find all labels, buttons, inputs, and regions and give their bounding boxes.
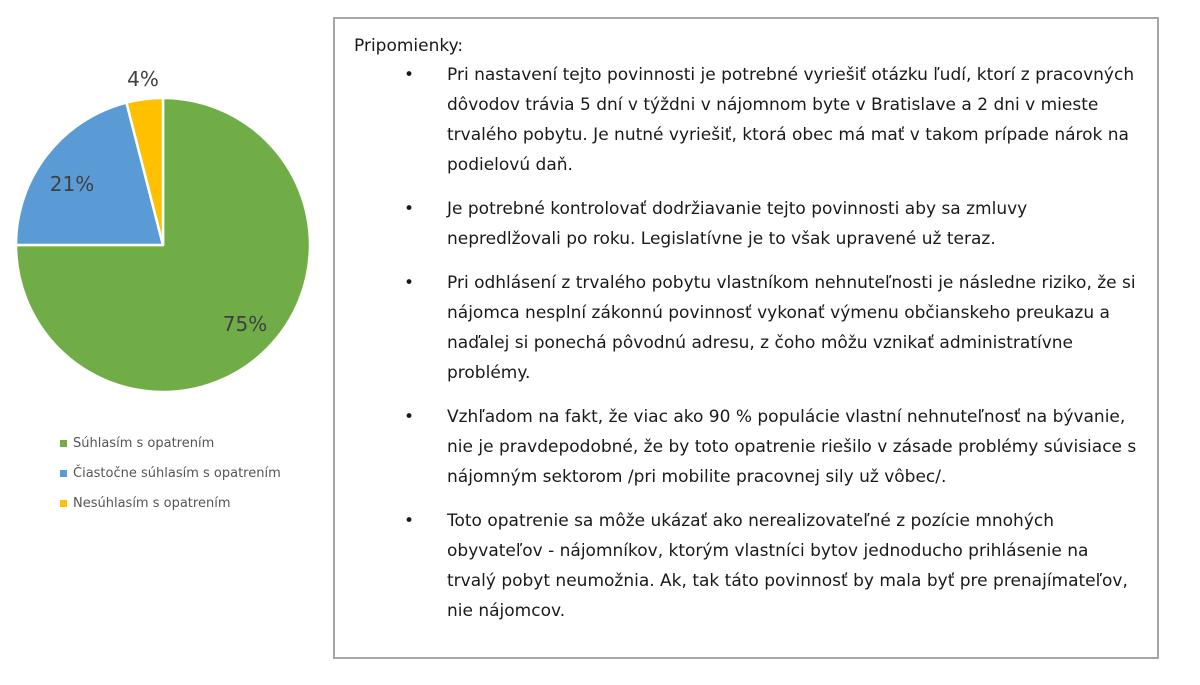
pie-chart bbox=[0, 0, 330, 420]
note-item bbox=[354, 194, 1139, 254]
bullet-icon: • bbox=[404, 273, 415, 293]
note-item bbox=[354, 506, 1139, 626]
note-text: Je potrebné kontrolovať dodržiavanie tejto povinnosti aby sa zmluvy nepredlžovali po roku. Legislatívne je to však upravené už teraz. bbox=[447, 199, 1028, 249]
note-item bbox=[354, 402, 1139, 492]
bullet-icon: • bbox=[404, 199, 415, 219]
pie-data-label: 4% bbox=[127, 67, 159, 91]
legend-item bbox=[60, 458, 330, 488]
bullet-icon: • bbox=[404, 65, 415, 85]
note-item bbox=[354, 268, 1139, 388]
pie-chart-area bbox=[0, 0, 330, 685]
legend-item bbox=[60, 428, 330, 458]
pie-data-label: 75% bbox=[222, 312, 268, 336]
bullet-icon: • bbox=[404, 407, 415, 427]
note-text: Pri odhlásení z trvalého pobytu vlastníkom nehnuteľnosti je následne riziko, že si nájomca nesplní zákonnú povinnosť vykonať výmenu občianskeho preukazu a naďalej si ponechá pôvodnú adresu, z čoho môžu vznikať administratívne problémy. bbox=[447, 273, 1136, 383]
note-text: Toto opatrenie sa môže ukázať ako nerealizovateľné z pozície mnohých obyvateľov - nájomníkov, ktorým vlastníci bytov jednoducho prihlásenie na trvalý pobyt neumožnia. Ak, tak táto povinnosť by mala byť pre prenajímateľov, nie nájomcov. bbox=[447, 511, 1128, 621]
legend-label: Nesúhlasím s opatrením bbox=[73, 495, 231, 511]
chart-legend bbox=[60, 428, 330, 518]
note-text: Vzhľadom na fakt, že viac ako 90 % populácie vlastní nehnuteľnosť na bývanie, nie je pravdepodobné, že by toto opatrenie riešilo v zásade problémy súvisiace s nájomným sektorom /pri mobilite pracovnej sily už vôbec/. bbox=[447, 407, 1137, 487]
legend-swatch bbox=[60, 500, 67, 507]
pie-data-label: 21% bbox=[49, 172, 95, 196]
bullet-icon: • bbox=[404, 511, 415, 531]
legend-swatch bbox=[60, 440, 67, 447]
note-text: Pri nastavení tejto povinnosti je potrebné vyriešiť otázku ľudí, ktorí z pracovných dôvodov trávia 5 dní v týždni v nájomnom byte v Bratislave a 2 dni v mieste trvalého pobytu. Je nutné vyriešiť, ktorá obec má mať v takom prípade nárok na podielovú daň. bbox=[447, 65, 1135, 175]
notes-list bbox=[354, 60, 1139, 626]
notes-heading: Pripomienky: bbox=[354, 36, 464, 56]
note-item bbox=[354, 60, 1139, 180]
legend-label: Čiastočne súhlasím s opatrením bbox=[73, 465, 281, 481]
notes-panel bbox=[333, 17, 1159, 659]
legend-swatch bbox=[60, 470, 67, 477]
legend-item bbox=[60, 488, 330, 518]
legend-label: Súhlasím s opatrením bbox=[73, 435, 215, 451]
